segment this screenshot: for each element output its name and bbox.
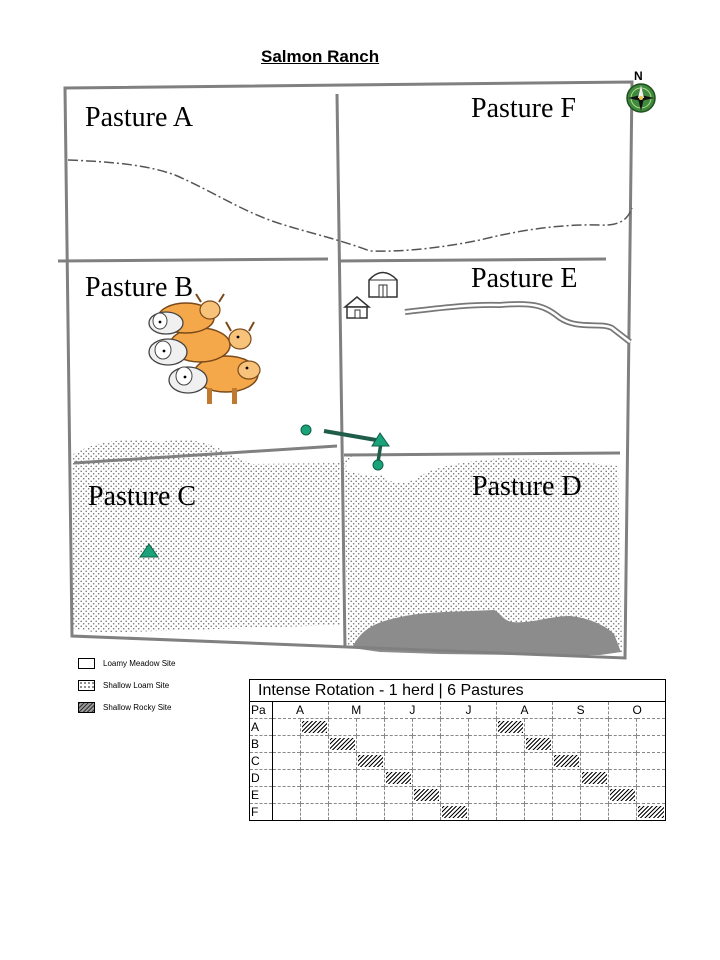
schedule-cell (525, 787, 553, 804)
schedule-pasture-label: B (250, 736, 272, 753)
legend-swatch-shallow-rocky (78, 702, 95, 713)
schedule-cell (525, 719, 553, 736)
fence-d-e (344, 453, 620, 455)
schedule-cell (637, 753, 665, 770)
legend-item-loamy-meadow (78, 652, 175, 674)
schedule-grazed-cell (440, 804, 468, 821)
schedule-cell (609, 753, 637, 770)
legend-label: Shallow Rocky Site (103, 702, 172, 712)
barn-icon (369, 273, 397, 298)
schedule-cell (272, 787, 300, 804)
schedule-grazed-cell (581, 770, 609, 787)
house-icon (345, 297, 369, 318)
schedule-grazed-cell (609, 787, 637, 804)
legend-item-shallow-rocky (78, 696, 175, 718)
schedule-cell (525, 770, 553, 787)
schedule-row (250, 770, 665, 787)
schedule-cell (468, 736, 496, 753)
schedule-cell (412, 736, 440, 753)
schedule-cell (440, 753, 468, 770)
schedule-cell (328, 787, 356, 804)
schedule-cell (581, 787, 609, 804)
schedule-pasture-label: F (250, 804, 272, 821)
schedule-cell (553, 787, 581, 804)
shallow-loam-area-west (72, 440, 340, 633)
schedule-row (250, 736, 665, 753)
schedule-cell (609, 719, 637, 736)
schedule-cell (497, 787, 525, 804)
schedule-cell (525, 753, 553, 770)
schedule-grazed-cell (328, 736, 356, 753)
schedule-cell (300, 736, 328, 753)
grazing-schedule (249, 679, 666, 821)
schedule-cell (384, 736, 412, 753)
schedule-cell (272, 753, 300, 770)
schedule-cell (300, 753, 328, 770)
pasture-label-e: Pasture E (471, 263, 578, 294)
schedule-cell (412, 770, 440, 787)
schedule-cell (440, 787, 468, 804)
schedule-cell (328, 804, 356, 821)
schedule-grazed-cell (412, 787, 440, 804)
schedule-cell (412, 804, 440, 821)
livestock-herd-icon (149, 294, 260, 404)
schedule-cell (384, 787, 412, 804)
fence-a-b (58, 259, 328, 261)
legend-label: Loamy Meadow Site (103, 658, 176, 668)
schedule-cell (497, 770, 525, 787)
schedule-cell (637, 770, 665, 787)
schedule-pasture-label: E (250, 787, 272, 804)
schedule-cell (581, 736, 609, 753)
schedule-month-label: A (272, 702, 328, 719)
schedule-cell (637, 787, 665, 804)
map-title: Salmon Ranch (261, 47, 380, 66)
road (405, 304, 630, 342)
schedule-cell (440, 770, 468, 787)
schedule-pasture-label: A (250, 719, 272, 736)
schedule-grazed-cell (637, 804, 665, 821)
schedule-cell (440, 719, 468, 736)
schedule-title: Intense Rotation - 1 herd | 6 Pastures (258, 682, 524, 699)
schedule-cell (356, 787, 384, 804)
schedule-cell (384, 753, 412, 770)
schedule-cell (468, 804, 496, 821)
schedule-row (250, 804, 665, 821)
schedule-row (250, 753, 665, 770)
north-label: N (634, 69, 643, 83)
schedule-month-label: J (440, 702, 496, 719)
schedule-month-label: M (328, 702, 384, 719)
schedule-cell (356, 719, 384, 736)
schedule-cell (440, 736, 468, 753)
schedule-month-label: O (609, 702, 665, 719)
schedule-cell (272, 736, 300, 753)
schedule-cell (468, 719, 496, 736)
schedule-cell (468, 770, 496, 787)
pipeline-line (324, 431, 376, 440)
water-point-circle-icon (301, 425, 311, 435)
schedule-cell (525, 804, 553, 821)
schedule-cell (497, 753, 525, 770)
schedule-cell (412, 719, 440, 736)
schedule-corner-label: Pa (250, 702, 272, 719)
schedule-cell (300, 804, 328, 821)
map-legend (78, 652, 175, 718)
pasture-label-c: Pasture C (88, 481, 197, 512)
schedule-row (250, 787, 665, 804)
schedule-cell (581, 719, 609, 736)
schedule-cell (328, 719, 356, 736)
schedule-cell (553, 770, 581, 787)
schedule-cell (497, 804, 525, 821)
schedule-cell (553, 804, 581, 821)
schedule-cell (328, 770, 356, 787)
fence-e-f (338, 259, 606, 261)
schedule-grazed-cell (300, 719, 328, 736)
schedule-cell (553, 736, 581, 753)
schedule-cell (384, 719, 412, 736)
legend-swatch-shallow-loam (78, 680, 95, 691)
schedule-cell (272, 804, 300, 821)
schedule-cell (553, 719, 581, 736)
schedule-cell (356, 770, 384, 787)
schedule-pasture-label: C (250, 753, 272, 770)
schedule-pasture-label: D (250, 770, 272, 787)
schedule-cell (468, 753, 496, 770)
schedule-cell (581, 753, 609, 770)
schedule-cell (300, 787, 328, 804)
pasture-label-f: Pasture F (471, 93, 576, 124)
schedule-cell (637, 719, 665, 736)
schedule-cell (468, 787, 496, 804)
schedule-cell (328, 753, 356, 770)
schedule-cell (384, 804, 412, 821)
schedule-cell (581, 804, 609, 821)
schedule-header-row (250, 702, 665, 719)
schedule-cell (356, 804, 384, 821)
schedule-cell (412, 753, 440, 770)
schedule-cell (637, 736, 665, 753)
schedule-grazed-cell (497, 719, 525, 736)
schedule-grazed-cell (356, 753, 384, 770)
schedule-cell (609, 804, 637, 821)
schedule-cell (272, 719, 300, 736)
schedule-grazed-cell (553, 753, 581, 770)
schedule-cell (300, 770, 328, 787)
schedule-row (250, 719, 665, 736)
pasture-label-d: Pasture D (472, 471, 582, 502)
schedule-cell (272, 770, 300, 787)
pasture-label-a: Pasture A (85, 102, 194, 133)
schedule-cell (356, 736, 384, 753)
schedule-grazed-cell (384, 770, 412, 787)
pasture-label-b: Pasture B (85, 272, 194, 303)
schedule-month-label: J (384, 702, 440, 719)
creek-line (68, 160, 632, 251)
schedule-cell (497, 736, 525, 753)
legend-item-shallow-loam (78, 674, 175, 696)
schedule-grid (250, 701, 665, 820)
schedule-grazed-cell (525, 736, 553, 753)
legend-label: Shallow Loam Site (103, 680, 170, 690)
water-point-circle-icon (373, 460, 383, 470)
compass-rose-icon (627, 84, 655, 112)
legend-swatch-loamy-meadow (78, 658, 95, 669)
schedule-cell (609, 770, 637, 787)
schedule-cell (609, 736, 637, 753)
schedule-month-label: S (553, 702, 609, 719)
schedule-month-label: A (497, 702, 553, 719)
